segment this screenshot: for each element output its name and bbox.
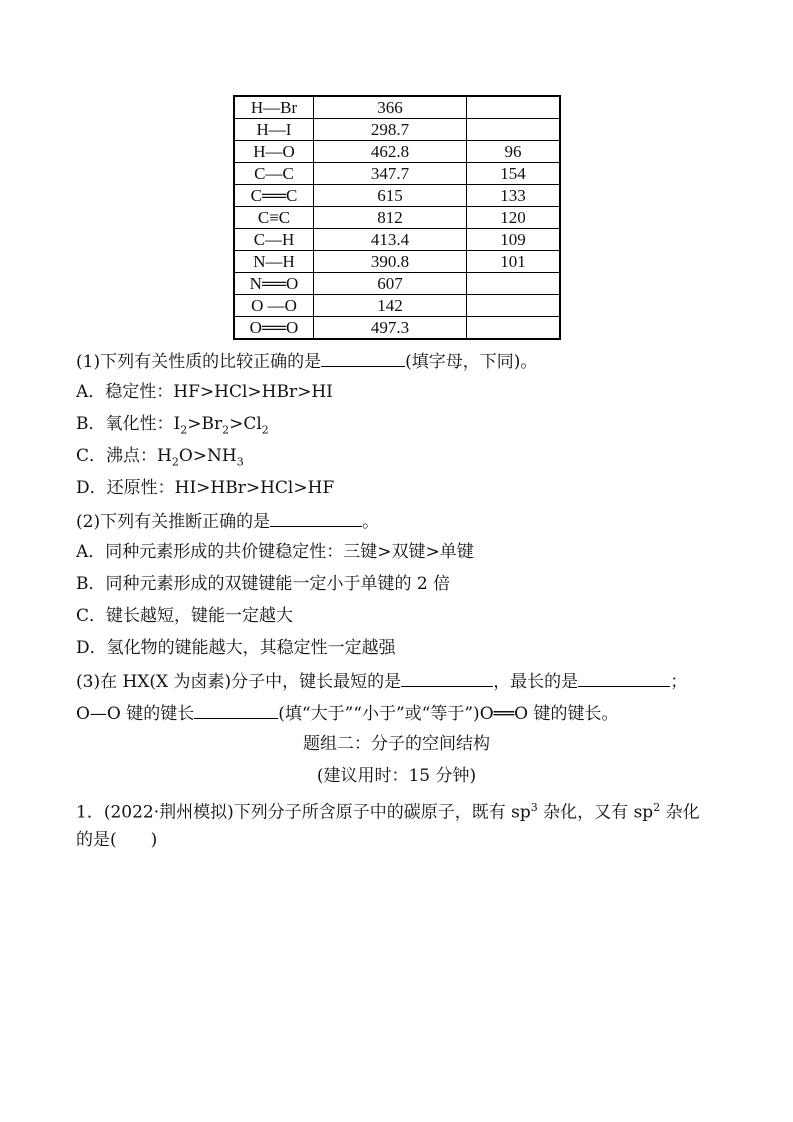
q3-line-2 [76, 702, 618, 724]
q1-stem-suffix: (填字母，下同)。 [405, 352, 538, 372]
q3-compare-blank[interactable] [194, 702, 278, 719]
bond-length-cell: 120 [467, 207, 561, 229]
bond-data-table [233, 95, 561, 340]
q1-stem-text: (1)下列有关性质的比较正确的是 [76, 352, 322, 372]
bond-energy-cell: 142 [314, 295, 467, 317]
q3-text: (3)在 HX(X 为卤素)分子中，键长最短的是 [76, 672, 402, 692]
q2-stem-suffix: 。 [362, 512, 380, 532]
bond-energy-cell: 366 [314, 96, 467, 119]
table-row [234, 119, 560, 141]
table-row [234, 141, 560, 163]
subscript: 2 [180, 423, 188, 437]
bond-energy-cell: 615 [314, 185, 467, 207]
q1-option-a: A．稳定性：HF>HCl>HBr>HI [76, 382, 333, 402]
q2-answer-blank[interactable] [270, 510, 362, 527]
bond-length-cell [467, 119, 561, 141]
bond-energy-cell: 298.7 [314, 119, 467, 141]
q1-answer-blank[interactable] [321, 350, 405, 367]
table-row [234, 185, 560, 207]
bond-cell: C══C [234, 185, 314, 207]
bond-length-cell: 154 [467, 163, 561, 185]
q2-option-c: C．键长越短，键能一定越大 [76, 606, 294, 626]
bond-cell: C—C [234, 163, 314, 185]
q2-option-a: A．同种元素形成的共价键稳定性：三键>双键>单键 [76, 542, 474, 562]
problem-1-text: 杂化 [660, 802, 700, 823]
table-row [234, 273, 560, 295]
subscript: 2 [171, 455, 179, 469]
q3-text: ，最长的是 [493, 672, 579, 692]
q1-option-c-text: O>NH [178, 446, 237, 466]
table-row [234, 207, 560, 229]
table-row [234, 317, 560, 340]
bond-cell: C≡C [234, 207, 314, 229]
q2-stem [76, 510, 379, 532]
table-row [234, 229, 560, 251]
bond-energy-cell: 812 [314, 207, 467, 229]
section-time: (建议用时：15 分钟) [316, 766, 477, 786]
q3-text: (填“大于”“小于”或“等于”)O══O 键的键长。 [278, 704, 619, 724]
q3-longest-blank[interactable] [578, 670, 670, 687]
bond-energy-cell: 347.7 [314, 163, 467, 185]
subscript: 2 [222, 423, 230, 437]
q1-option-b-text: >Cl [229, 414, 262, 434]
problem-1-line-2: 的是( ) [76, 830, 158, 850]
bond-length-cell: 101 [467, 251, 561, 273]
bond-cell: C—H [234, 229, 314, 251]
bond-cell: O —O [234, 295, 314, 317]
bond-cell: H—Br [234, 96, 314, 119]
superscript: 3 [530, 801, 538, 814]
q2-option-d: D．氢化物的键能越大，其稳定性一定越强 [76, 638, 396, 658]
bond-length-cell: 133 [467, 185, 561, 207]
bond-energy-cell: 390.8 [314, 251, 467, 273]
subscript: 2 [261, 423, 269, 437]
problem-1-line-1 [76, 798, 700, 823]
bond-length-cell [467, 273, 561, 295]
table-row [234, 295, 560, 317]
q3-shortest-blank[interactable] [401, 670, 493, 687]
bond-length-cell: 96 [467, 141, 561, 163]
superscript: 2 [653, 801, 661, 814]
problem-1-text: 1．(2022·荆州模拟)下列分子所含原子中的碳原子，既有 sp [76, 802, 531, 823]
bond-length-cell [467, 295, 561, 317]
q1-option-b-text: B．氧化性：I [76, 414, 181, 434]
section-title: 题组二：分子的空间结构 [303, 734, 490, 754]
bond-cell: N—H [234, 251, 314, 273]
q1-option-c [76, 446, 244, 472]
q3-text: ； [670, 672, 688, 692]
bond-length-cell [467, 96, 561, 119]
bond-cell: O══O [234, 317, 314, 340]
q2-option-b: B．同种元素形成的双键键能一定小于单键的 2 倍 [76, 574, 451, 594]
problem-1-text: 杂化，又有 sp [537, 802, 654, 823]
bond-length-cell [467, 317, 561, 340]
bond-energy-cell: 413.4 [314, 229, 467, 251]
subscript: 3 [236, 455, 244, 469]
q2-stem-text: (2)下列有关推断正确的是 [76, 512, 271, 532]
q1-option-b-text: >Br [187, 414, 223, 434]
bond-cell: H—O [234, 141, 314, 163]
q1-stem [76, 350, 537, 372]
q1-option-d: D．还原性：HI>HBr>HCl>HF [76, 478, 335, 498]
bond-length-cell: 109 [467, 229, 561, 251]
q3-line-1 [76, 670, 687, 692]
bond-energy-cell: 497.3 [314, 317, 467, 340]
q1-option-b [76, 414, 269, 440]
bond-energy-cell: 462.8 [314, 141, 467, 163]
bond-cell: H—I [234, 119, 314, 141]
q1-option-c-text: C．沸点：H [76, 446, 172, 466]
table-row [234, 96, 560, 119]
bond-cell: N══O [234, 273, 314, 295]
q3-text: O—O 键的键长 [76, 704, 195, 724]
bond-energy-cell: 607 [314, 273, 467, 295]
table-row [234, 163, 560, 185]
table-row [234, 251, 560, 273]
